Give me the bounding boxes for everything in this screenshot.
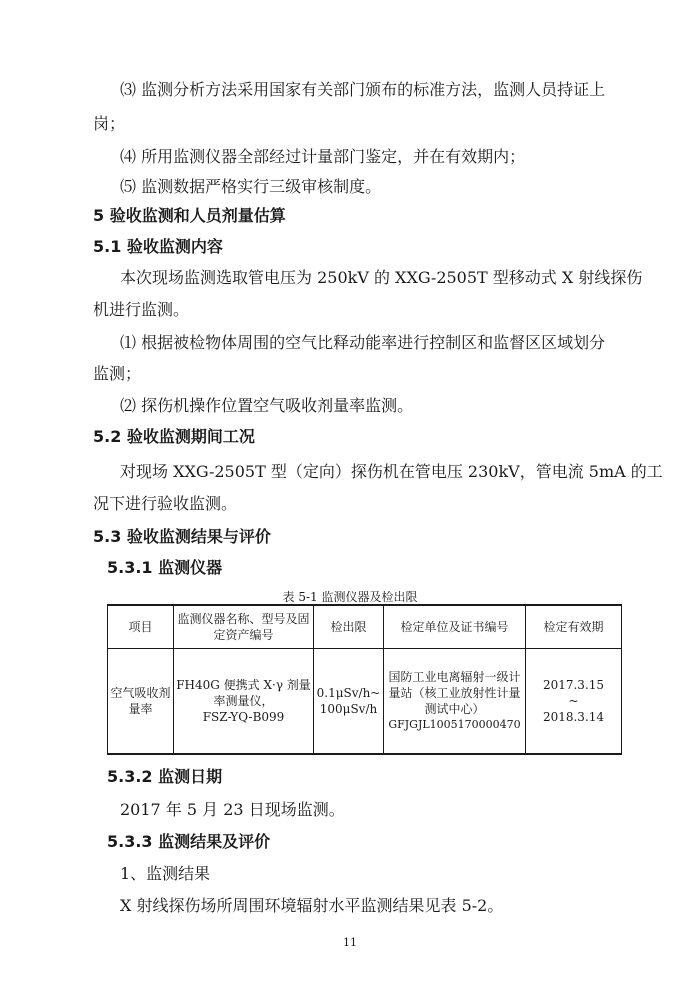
section-5-3-2-heading: 5.3.2 监测日期	[107, 767, 223, 786]
section-5-3-1-heading: 5.3.1 监测仪器	[107, 558, 223, 577]
limit-lower: 0.1μSv/h~	[316, 686, 381, 700]
header-instrument: 监测仪器名称、型号及固定资产编号	[174, 605, 314, 649]
header-detection-limit: 检出限	[314, 605, 384, 649]
table-row	[108, 649, 622, 755]
validity-to: 2018.3.14	[542, 710, 605, 724]
cell-item: 空气吸收剂量率	[108, 649, 174, 755]
section-5-2-text: 对现场 XXG-2505T 型（定向）探伤机在管电压 230kV，管电流 5mA 的工	[120, 462, 663, 481]
validity-separator: ~	[568, 694, 579, 708]
limit-upper: 100μSv/h	[319, 702, 378, 716]
section-5-1-item2: ⑵ 探伤机操作位置空气吸收剂量率监测。	[120, 396, 414, 415]
section-5-3-3-sub1: 1、监测结果	[120, 864, 211, 883]
section-5-2-text-cont: 况下进行验收监测。	[93, 494, 238, 513]
certificate-number: GFJGJL1005170000470	[388, 718, 521, 731]
section-5-1-intro-cont: 机进行监测。	[93, 300, 190, 319]
section-5-2-heading: 5.2 验收监测期间工况	[93, 427, 255, 446]
calibration-unit-name: 国防工业电离辐射一级计量站（核工业放射性计量测试中心）	[388, 670, 521, 716]
cell-detection-limit	[314, 649, 384, 755]
paragraph-item3: ⑶ 监测分析方法采用国家有关部门颁布的标准方法，监测人员持证上	[120, 80, 606, 99]
paragraph-item4: ⑷ 所用监测仪器全部经过计量部门鉴定，并在有效期内；	[120, 147, 526, 166]
table-header-row	[108, 605, 622, 649]
page-number: 11	[343, 936, 357, 949]
instrument-asset-id: FSZ-YQ-B099	[202, 710, 285, 724]
cell-instrument	[174, 649, 314, 755]
section-5-heading: 5 验收监测和人员剂量估算	[93, 206, 286, 225]
instrument-name: FH40G 便携式 X·γ 剂量率测量仪，	[176, 678, 311, 708]
paragraph-item3-cont: 岗；	[93, 114, 126, 133]
section-5-1-heading: 5.1 验收监测内容	[93, 237, 223, 256]
cell-validity	[526, 649, 622, 755]
section-5-1-item1: ⑴ 根据被检物体周围的空气比释动能率进行控制区和监督区区域划分	[120, 333, 606, 352]
section-5-1-intro: 本次现场监测选取管电压为 250kV 的 XXG-2505T 型移动式 X 射线探伤	[120, 268, 643, 287]
header-validity: 检定有效期	[526, 605, 622, 649]
section-5-3-3-text: X 射线探伤场所周围环境辐射水平监测结果见表 5-2。	[120, 896, 504, 915]
section-5-3-heading: 5.3 验收监测结果与评价	[93, 527, 271, 546]
cell-calibration-unit	[384, 649, 526, 755]
validity-from: 2017.3.15	[542, 678, 605, 692]
paragraph-item5: ⑸ 监测数据严格实行三级审核制度。	[120, 177, 382, 196]
section-5-3-2-text: 2017 年 5 月 23 日现场监测。	[120, 800, 345, 819]
table-caption: 表 5-1 监测仪器及检出限	[282, 590, 418, 604]
section-5-1-item1-cont: 监测；	[93, 364, 142, 383]
section-5-3-3-heading: 5.3.3 监测结果及评价	[107, 832, 271, 851]
instrument-table	[107, 604, 622, 755]
header-calibration-unit: 检定单位及证书编号	[384, 605, 526, 649]
header-item: 项目	[108, 605, 174, 649]
